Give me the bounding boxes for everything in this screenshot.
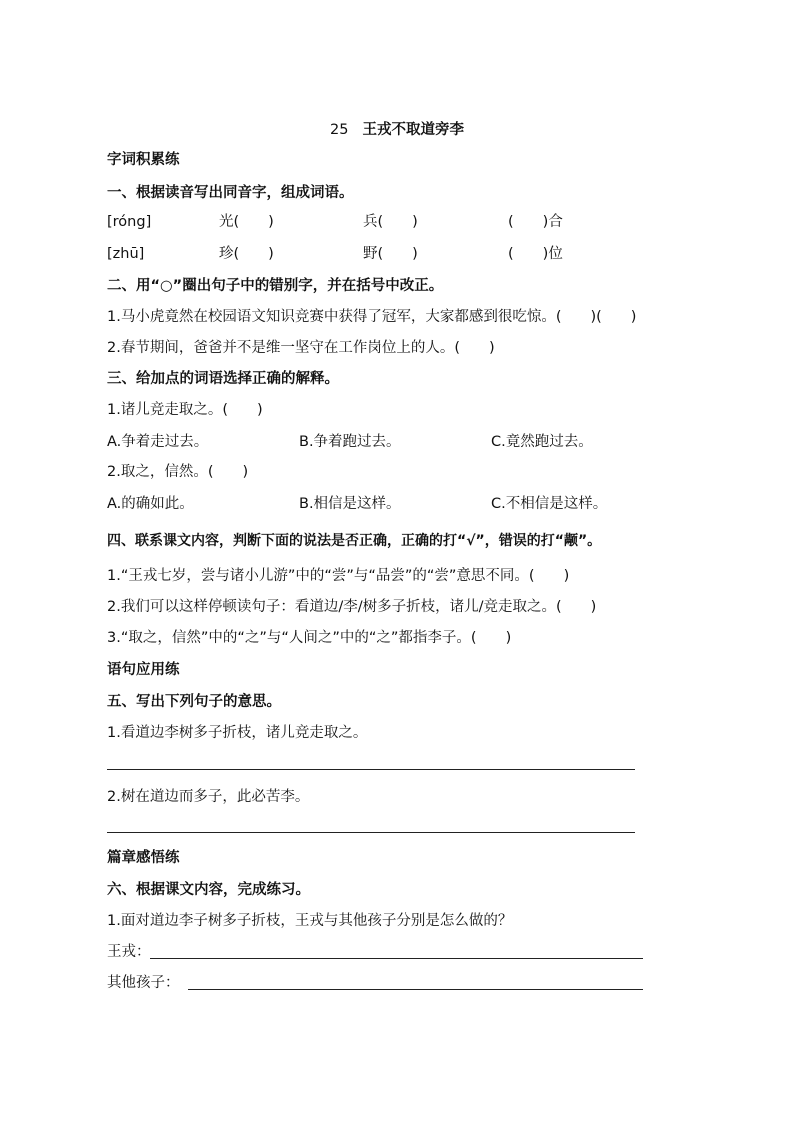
- q5-item1: 1.看道边李树多子折枝，诸儿竞走取之。: [107, 725, 368, 741]
- q1-heading: 一、根据读音写出同音字，组成词语。: [107, 185, 354, 201]
- section-label-sentence: 语句应用练: [107, 662, 180, 678]
- q3-item2-option-a: A.的确如此。: [107, 496, 194, 512]
- q6-wangrong-label: 王戎：: [107, 944, 151, 960]
- q1-row2-pinyin: [zhū]: [107, 246, 145, 262]
- q3-item1: 1.诸儿竞走取之。( ): [107, 402, 263, 418]
- lesson-title: 王戎不取道旁李: [362, 122, 464, 138]
- lesson-number: 25: [330, 122, 349, 138]
- q6-others-answer-line[interactable]: [188, 989, 643, 990]
- q5-item2-answer-line[interactable]: [107, 832, 635, 833]
- q1-row2-b: 野( ): [363, 246, 418, 262]
- q6-others-label: 其他孩子：: [107, 975, 180, 991]
- q6-wangrong-answer-line[interactable]: [150, 958, 643, 959]
- q3-heading: 三、给加点的词语选择正确的解释。: [107, 371, 339, 387]
- q1-row1-b: 兵( ): [363, 214, 418, 230]
- q1-row1-c: ( )合: [508, 214, 563, 230]
- q3-item2: 2.取之，信然。( ): [107, 464, 249, 480]
- q5-item2: 2.树在道边而多子，此必苦李。: [107, 789, 310, 805]
- q4-item3: 3.“取之，信然”中的“之”与“人间之”中的“之”都指李子。( ): [107, 630, 512, 646]
- q6-item1: 1.面对道边李子树多子折枝，王戎与其他孩子分别是怎么做的？: [107, 913, 513, 929]
- q4-item1: 1.“王戎七岁，尝与诸小儿游”中的“尝”与“品尝”的“尝”意思不同。( ): [107, 568, 570, 584]
- q2-heading: 二、用“○”圈出句子中的错别字，并在括号中改正。: [107, 278, 444, 294]
- page-title: [0, 118, 794, 139]
- q3-item1-option-c: C.竟然跑过去。: [491, 434, 593, 450]
- q1-row1-a: 光( ): [219, 214, 274, 230]
- q3-item2-option-b: B.相信是这样。: [299, 496, 401, 512]
- q1-row1-pinyin: [róng]: [107, 214, 152, 230]
- section-label-vocabulary: 字词积累练: [107, 152, 180, 168]
- q4-heading: 四、联系课文内容，判断下面的说法是否正确，正确的打“√”，错误的打“颟”。: [107, 533, 602, 549]
- q2-item2: 2.春节期间，爸爸并不是维一坚守在工作岗位上的人。( ): [107, 340, 495, 356]
- q1-row2-a: 珍( ): [219, 246, 274, 262]
- q3-item1-option-a: A.争着走过去。: [107, 434, 209, 450]
- section-label-passage: 篇章感悟练: [107, 850, 180, 866]
- q4-item2: 2.我们可以这样停顿读句子：看道边/李/树多子折枝，诸儿/竞走取之。( ): [107, 599, 597, 615]
- q2-item1: 1.马小虎竟然在校园语文知识竞赛中获得了冠军，大家都感到很吃惊。( )( ): [107, 309, 637, 325]
- q3-item2-option-c: C.不相信是这样。: [491, 496, 608, 512]
- q5-item1-answer-line[interactable]: [107, 769, 635, 770]
- q3-item1-option-b: B.争着跑过去。: [299, 434, 401, 450]
- q5-heading: 五、写出下列句子的意思。: [107, 694, 281, 710]
- q6-heading: 六、根据课文内容，完成练习。: [107, 882, 310, 898]
- q1-row2-c: ( )位: [508, 246, 563, 262]
